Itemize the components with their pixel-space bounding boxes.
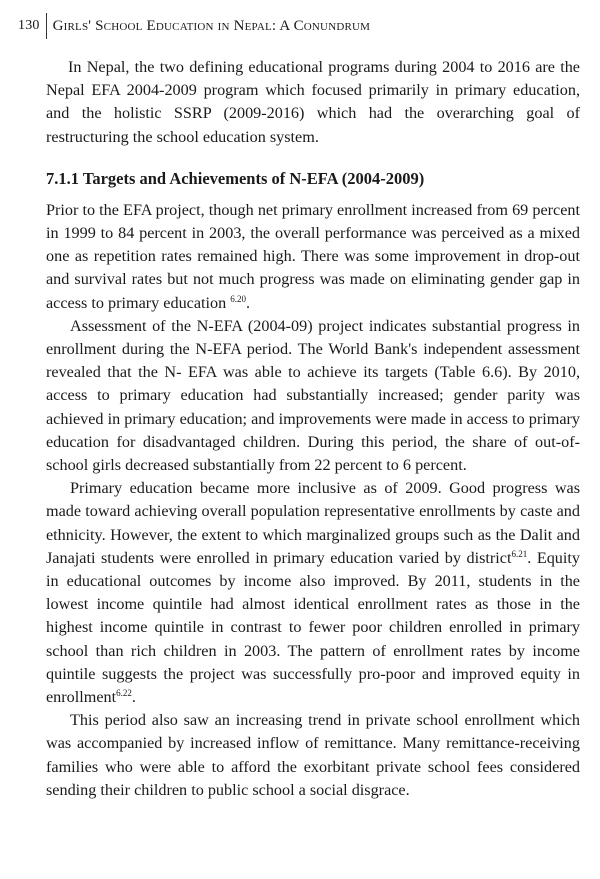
paragraph-private-school: This period also saw an increasing trend in private school enrollment which was accompanied by increased inflow of remittance. Many remittance-receiving families who were able to afford the exorbitant private school fees considered sending their children to public school a social disgrace. — [46, 711, 580, 799]
paragraph-text: Prior to the EFA project, though net primary enrollment increased from 69 percent in 1999 to 84 percent in 2003, the overall performance was perceived as a mixed one as repetition rates remained high. There was some improvement in drop-out and survival rates but not much progress was made on eliminating gender gap in access to primary education — [46, 200, 580, 312]
paragraph-inclusive — [46, 477, 580, 709]
intro-paragraph: In Nepal, the two defining educational programs during 2004 to 2016 are the Nepal EFA 2004-2009 program which focused primarily in primary education, and the holistic SSRP (2009-2016) which had the overarching goal of restructuring the school education system. — [46, 58, 580, 146]
section-heading: 7.1.1 Targets and Achievements of N-EFA (2004-2009) — [46, 168, 425, 188]
paragraph-end: . — [246, 293, 251, 312]
header-divider — [46, 13, 47, 39]
page-number: 130 — [18, 18, 40, 33]
paragraph-end: . — [131, 688, 136, 707]
reference-superscript: 6.21 — [511, 548, 528, 559]
body-text — [46, 56, 580, 802]
paragraph-text: Primary education became more inclusive as of 2009. Good progress was made toward achieving overall population representative enrollments by caste and ethnicity. However, the extent to which marginalized groups such as the Dalit and Janajati students were enrolled in primary education varied by district — [46, 479, 580, 567]
running-title: Girls' School Education in Nepal: A Conundrum — [52, 17, 371, 34]
reference-superscript: 6.22 — [116, 688, 132, 699]
running-header — [18, 12, 370, 40]
paragraph-prior-efa — [46, 199, 580, 315]
paragraph-assessment: Assessment of the N-EFA (2004-09) project indicates substantial progress in enrollment during the N-EFA period. The World Bank's independent assessment revealed that the N- EFA was able to achieve its targets (Table 6.6). By 2010, access to primary education had substantially increased; gender parity was achieved in primary education; and improvements were made in access to primary education for disadvantaged children. During this period, the share of out-of- school girls decreased substantially from 22 percent to 6 percent. — [46, 316, 580, 475]
paragraph-text: . Equity in educational outcomes by income also improved. By 2011, students in the lowest income quintile had almost identical enrollment rates as those in the highest income quintile in contrast to fewer poor children enrolled in primary school than rich children in 2003. The pattern of enrollment rates by income quintile suggests the project was successfully pro-poor and improved equity in enrollment — [46, 548, 580, 707]
reference-superscript: 6.20 — [230, 293, 247, 304]
